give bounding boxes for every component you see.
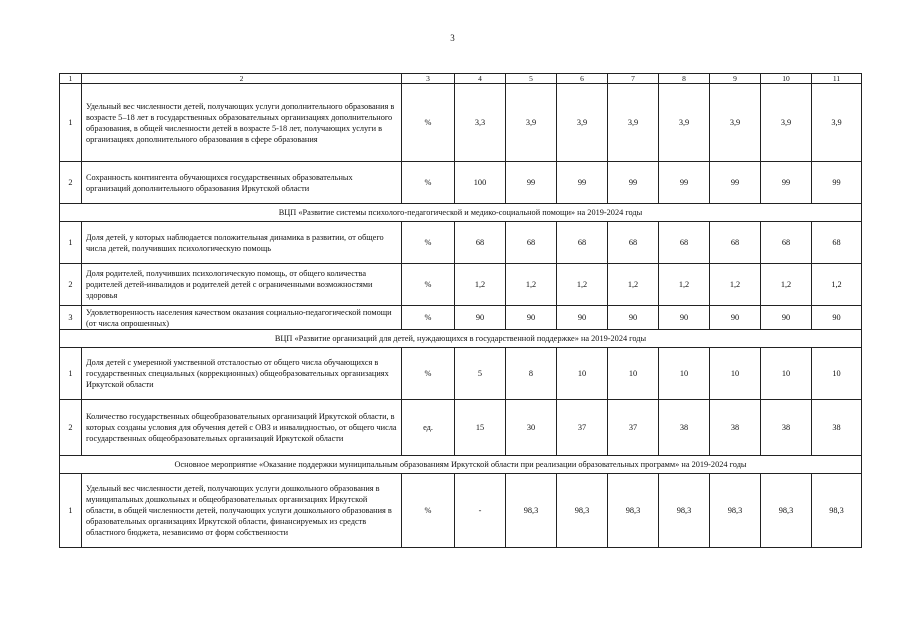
- header-cell: 1: [60, 74, 82, 84]
- value-cell: 68: [812, 222, 862, 264]
- unit-cell: %: [402, 474, 455, 548]
- value-cell: 99: [659, 162, 710, 204]
- header-cell: 11: [812, 74, 862, 84]
- section-row: [60, 330, 862, 348]
- value-cell: 90: [659, 306, 710, 330]
- value-cell: 99: [506, 162, 557, 204]
- value-cell: 68: [455, 222, 506, 264]
- value-cell: 99: [710, 162, 761, 204]
- page-number: 3: [450, 33, 455, 43]
- row-number: 1: [60, 222, 82, 264]
- header-cell: 10: [761, 74, 812, 84]
- indicators-table: [59, 73, 862, 548]
- table-row: [60, 348, 862, 400]
- value-cell: 3,9: [710, 84, 761, 162]
- value-cell: 38: [812, 400, 862, 456]
- value-cell: 3,9: [557, 84, 608, 162]
- value-cell: 10: [761, 348, 812, 400]
- header-cell: 5: [506, 74, 557, 84]
- value-cell: 99: [812, 162, 862, 204]
- value-cell: 1,2: [812, 264, 862, 306]
- value-cell: 38: [710, 400, 761, 456]
- value-cell: 90: [455, 306, 506, 330]
- value-cell: 68: [659, 222, 710, 264]
- unit-cell: %: [402, 348, 455, 400]
- table-row: [60, 222, 862, 264]
- section-title: ВЦП «Развитие организаций для детей, нуждающихся в государственной поддержке» на 2019-2024 годы: [60, 330, 862, 348]
- table-row: [60, 400, 862, 456]
- indicator-cell: Сохранность контингента обучающихся государственных образовательных организаций дополнительного образования Иркутской области: [82, 162, 402, 204]
- value-cell: 10: [659, 348, 710, 400]
- value-cell: 10: [710, 348, 761, 400]
- value-cell: 98,3: [659, 474, 710, 548]
- table-row: [60, 264, 862, 306]
- value-cell: 3,3: [455, 84, 506, 162]
- indicator-cell: Удельный вес численности детей, получающих услуги дошкольного образования в муниципальных дошкольных и общеобразовательных организациях Иркутской области, в общей численности детей, получающих услуги дошкольного образования в образовательных организациях Иркутской области, финансируемых из средств областного бюджета, независимо от форм собственности: [82, 474, 402, 548]
- value-cell: 37: [557, 400, 608, 456]
- value-cell: 90: [710, 306, 761, 330]
- value-cell: 98,3: [812, 474, 862, 548]
- row-number: 2: [60, 162, 82, 204]
- value-cell: 98,3: [506, 474, 557, 548]
- section-title: ВЦП «Развитие системы психолого-педагогической и медико-социальной помощи» на 2019-2024 годы: [60, 204, 862, 222]
- value-cell: 90: [608, 306, 659, 330]
- value-cell: 10: [608, 348, 659, 400]
- value-cell: 38: [761, 400, 812, 456]
- section-row: [60, 204, 862, 222]
- table-row: [60, 162, 862, 204]
- value-cell: 3,9: [506, 84, 557, 162]
- value-cell: 1,2: [455, 264, 506, 306]
- value-cell: 30: [506, 400, 557, 456]
- unit-cell: %: [402, 222, 455, 264]
- value-cell: 99: [761, 162, 812, 204]
- table-row: [60, 84, 862, 162]
- value-cell: 98,3: [710, 474, 761, 548]
- value-cell: 90: [812, 306, 862, 330]
- row-number: 1: [60, 84, 82, 162]
- table-row: [60, 474, 862, 548]
- value-cell: 90: [761, 306, 812, 330]
- value-cell: 98,3: [608, 474, 659, 548]
- value-cell: 98,3: [557, 474, 608, 548]
- section-title: Основное мероприятие «Оказание поддержки муниципальным образованиям Иркутской области при реализации образовательных программ» на 2019-2024 годы: [60, 456, 862, 474]
- indicator-cell: Доля детей с умеренной умственной отсталостью от общего числа обучающихся в государственных специальных (коррекционных) общеобразовательных организациях Иркутской области: [82, 348, 402, 400]
- value-cell: 5: [455, 348, 506, 400]
- value-cell: 1,2: [506, 264, 557, 306]
- value-cell: 3,9: [608, 84, 659, 162]
- value-cell: 38: [659, 400, 710, 456]
- value-cell: 37: [608, 400, 659, 456]
- value-cell: 68: [710, 222, 761, 264]
- row-number: 3: [60, 306, 82, 330]
- header-row: [60, 74, 862, 84]
- indicator-cell: Удельный вес численности детей, получающих услуги дополнительного образования в возрасте 5–18 лет в государственных образовательных организациях дополнительного образования, в общей численности детей в возрасте 5-18 лет, получающих услуги в организациях дополнительного образования в сфере образования: [82, 84, 402, 162]
- value-cell: 68: [761, 222, 812, 264]
- unit-cell: %: [402, 162, 455, 204]
- indicator-cell: Количество государственных общеобразовательных организаций Иркутской области, в которых созданы условия для обучения детей с ОВЗ и инвалидностью, от общего числа государственных общеобразовательных организаций Иркутской области: [82, 400, 402, 456]
- value-cell: 1,2: [761, 264, 812, 306]
- section-row: [60, 456, 862, 474]
- value-cell: 8: [506, 348, 557, 400]
- table-row: [60, 306, 862, 330]
- indicator-cell: Доля родителей, получивших психологическую помощь, от общего количества родителей детей-инвалидов и родителей детей с ограниченными возможностями здоровья: [82, 264, 402, 306]
- header-cell: 8: [659, 74, 710, 84]
- value-cell: 90: [506, 306, 557, 330]
- value-cell: 3,9: [659, 84, 710, 162]
- value-cell: 68: [506, 222, 557, 264]
- value-cell: 1,2: [710, 264, 761, 306]
- value-cell: 1,2: [608, 264, 659, 306]
- table-body: [60, 74, 862, 548]
- value-cell: 68: [608, 222, 659, 264]
- row-number: 1: [60, 474, 82, 548]
- value-cell: 68: [557, 222, 608, 264]
- value-cell: 98,3: [761, 474, 812, 548]
- value-cell: 100: [455, 162, 506, 204]
- value-cell: 1,2: [659, 264, 710, 306]
- value-cell: 10: [812, 348, 862, 400]
- header-cell: 3: [402, 74, 455, 84]
- header-cell: 4: [455, 74, 506, 84]
- row-number: 2: [60, 400, 82, 456]
- unit-cell: %: [402, 306, 455, 330]
- value-cell: 99: [608, 162, 659, 204]
- header-cell: 9: [710, 74, 761, 84]
- value-cell: -: [455, 474, 506, 548]
- row-number: 1: [60, 348, 82, 400]
- value-cell: 1,2: [557, 264, 608, 306]
- indicator-cell: Удовлетворенность населения качеством оказания социально-педагогической помощи (от числа опрошенных): [82, 306, 402, 330]
- unit-cell: %: [402, 264, 455, 306]
- header-cell: 7: [608, 74, 659, 84]
- header-cell: 2: [82, 74, 402, 84]
- value-cell: 3,9: [761, 84, 812, 162]
- unit-cell: ед.: [402, 400, 455, 456]
- value-cell: 10: [557, 348, 608, 400]
- indicator-cell: Доля детей, у которых наблюдается положительная динамика в развитии, от общего числа детей, получивших психологическую помощь: [82, 222, 402, 264]
- value-cell: 90: [557, 306, 608, 330]
- value-cell: 99: [557, 162, 608, 204]
- row-number: 2: [60, 264, 82, 306]
- header-cell: 6: [557, 74, 608, 84]
- unit-cell: %: [402, 84, 455, 162]
- value-cell: 3,9: [812, 84, 862, 162]
- value-cell: 15: [455, 400, 506, 456]
